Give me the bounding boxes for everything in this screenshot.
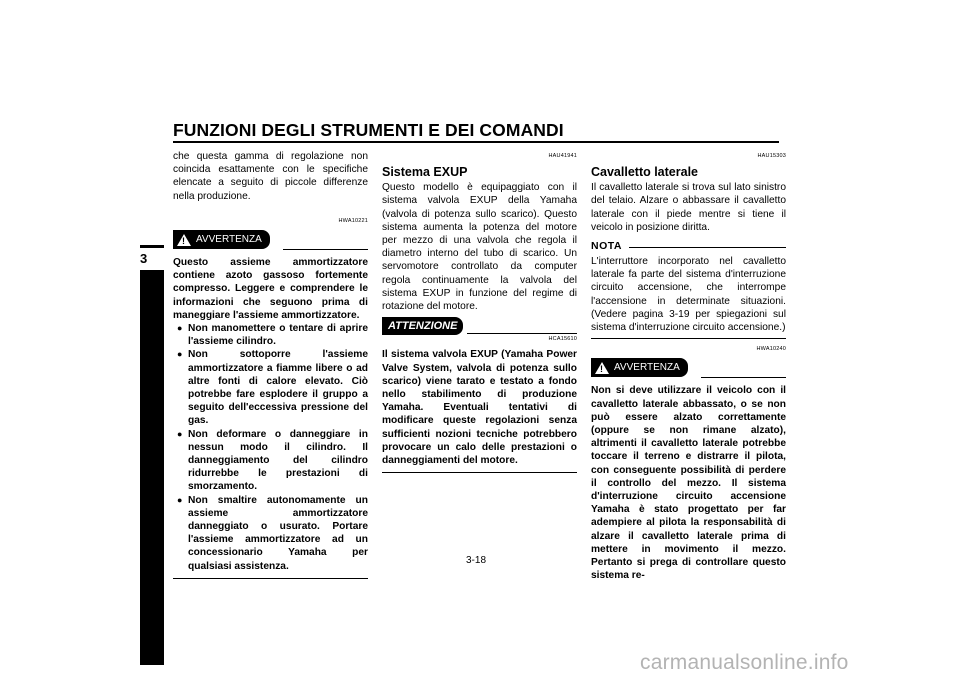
attention-rule [467,333,577,334]
attention-header [382,317,577,339]
attention-badge: ATTENZIONE [382,317,463,335]
bullet-icon: ● [177,323,183,334]
warning-bullets [173,322,368,573]
attention-code: HCA15610 [548,336,577,343]
list-item: ● Non sottoporre l'assieme ammortizzatore a fiamme libere o ad altre fonti di calore elevato. Ciò potrebbe fare esplodere il gruppo a seguito dell'eccessiva pressione del gas. [177,349,368,427]
attention-text: Il sistema valvola EXUP (Yamaha Power Valve System, valvola di potenza sullo scarico) viene tarato e testato a fondo nello stabilimento di produzione Yamaha. Eventuali tentativi di modificare queste regolazioni senza sufficienti nozioni tecniche potrebbero provocare un calo delle prestazioni o danneggiamenti del motore. [382,349,577,467]
list-item: ● Non deformare o danneggiare in nessun modo il cilindro. Il danneggiamento del cilindro ridurrebbe le prestazioni di smorzamento. [177,428,368,493]
section-code: HAU41941 [548,153,577,159]
note-end-rule [591,338,786,339]
page-number: 3-18 [466,555,487,566]
warning-header [173,230,368,250]
list-item: ● Non smaltire autonomamente un assieme ammortizzatore danneggiato o usurato. Portare l'assieme ammortizzatore ad un concessionario Yamaha per qualsiasi assistenza. [177,494,368,572]
warning-label: AVVERTENZA [614,362,680,374]
chapter-number: 3 [140,248,164,270]
section-code: HAU15303 [757,153,786,159]
warning-badge [173,230,270,249]
note-text: L'interruttore incorporato nel cavalletto laterale fa parte del sistema d'interruzione circuito accensione, che interrompe l'accensione in determinate situazioni. (Vedere pagina 3-19 per spiegazioni sul sistema d'interruzione circuito accensione.) [591,256,786,334]
page-title: FUNZIONI DEGLI STRUMENTI E DEI COMANDI [173,120,564,140]
watermark: carmanualsonline.info [640,651,849,674]
intro-paragraph: che questa gamma di regolazione non coincida esattamente con le specifiche elencate a seguito di piccole differenze nella produzione. [173,151,368,202]
warning-text: Non si deve utilizzare il veicolo con il cavalletto laterale abbassato, o se non può essere alzato correttamente (oppure se non rimane alzato), altrimenti il cavalletto laterale potrebbe toccare il terreno e distrarre il pilota, con conseguente possibilità di perdere il controllo del mezzo. Il sistema d'interruzione circuito accensione Yamaha è stato progettato per far adempiere al pilota la responsabilità di alzare il cavalletto laterale prima di mettere in movimento il mezzo. Pertanto si prega di controllare questo sistema re- [591,385,786,582]
bullet-icon: ● [177,428,183,439]
column-1 [173,150,368,579]
bullet-icon: ● [177,349,183,360]
warning-header [591,358,786,378]
section-end-rule [382,472,577,473]
warning-rule [283,249,368,250]
warning-lead: Questo assieme ammortizzatore contiene azoto gassoso fortemente compresso. Leggere e comprendere le informazioni che seguono prima di maneggiare l'assieme ammortizzatore. [173,257,368,321]
warning-triangle-icon: ! [177,234,191,246]
title-rule [173,141,779,143]
warning-code: HWA10240 [756,346,786,353]
warning-rule [701,377,786,378]
section-end-rule [173,578,368,579]
exup-body: Questo modello è equipaggiato con il sistema valvola EXUP della Yamaha (valvola di potenza sullo scarico). Questo sistema aumenta la potenza del motore per mezzo di una valvola che regola il diametro interno del tubo di scarico. Un servomotore controllato da computer regola continuamente la valvola del sistema EXUP in funzione del regime di rotazione del motore. [382,182,577,313]
warning-badge [591,358,688,377]
column-2 [382,150,577,473]
chapter-tab [140,245,164,665]
sidestand-body: Il cavalletto laterale si trova sul lato sinistro del telaio. Alzare o abbassare il cavalletto laterale con il piede mentre si tiene il veicolo in posizione diritta. [591,182,786,233]
warning-triangle-icon: ! [595,362,609,374]
column-3 [591,150,786,582]
warning-code: HWA10221 [338,217,368,224]
note-label: NOTA [591,240,622,253]
section-heading-sidestand: Cavalletto laterale [591,165,698,180]
note-header [591,240,786,254]
warning-label: AVVERTENZA [196,233,262,245]
bullet-icon: ● [177,494,183,505]
note-rule [629,247,786,248]
section-heading-exup: Sistema EXUP [382,165,468,180]
list-item: ● Non manomettere o tentare di aprire l'assieme cilindro. [177,323,368,348]
